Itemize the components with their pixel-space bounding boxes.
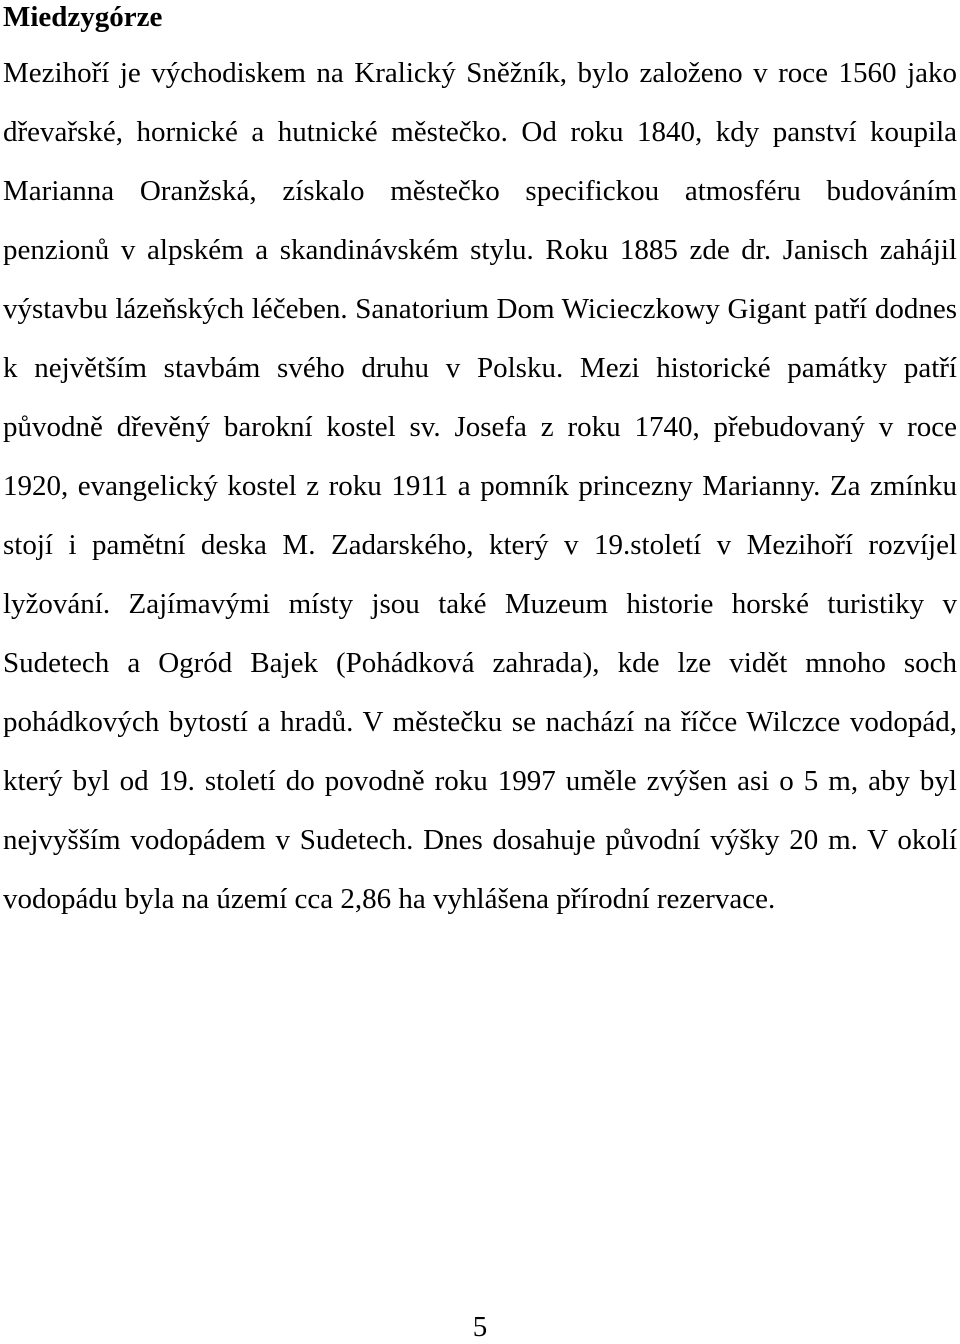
page-number: 5 [472,1311,488,1343]
body-paragraph: Mezihoří je východiskem na Kralický Sněžník, bylo založeno v roce 1560 jako dřevařské, hornické a hutnické městečko. Od roku 1840, kdy panství koupila Marianna Oranžská, získalo městečko specifickou atmosféru budováním penzionů v alpském a skandinávském stylu. Roku 1885 zde dr. Janisch zahájil výstavbu lázeňských léčeben. Sanatorium Dom Wicieczkowy Gigant patří dodnes k největším stavbám svého druhu v Polsku. Mezi historické památky patří původně dřevěný barokní kostel sv. Josefa z roku 1740, přebudovaný v roce 1920, evangelický kostel z roku 1911 a pomník princezny Marianny. Za zmínku stojí i pamětní deska M. Zadarského, který v 19.století v Mezihoří rozvíjel lyžování. Zajímavými místy jsou také Muzeum historie horské turistiky v Sudetech a Ogród Bajek (Pohádková zahrada), kde lze vidět mnoho soch pohádkových bytostí a hradů. V městečku se nachází na říčce Wilczce vodopád, který byl od 19. století do povodně roku 1997 uměle zvýšen asi o 5 m, aby byl nejvyšším vodopádem v Sudetech. Dnes dosahuje původní výšky 20 m. V okolí vodopádu byla na území cca 2,86 ha vyhlášena přírodní rezervace. [3,57,957,915]
section-heading: Miedzygórze [3,1,163,33]
